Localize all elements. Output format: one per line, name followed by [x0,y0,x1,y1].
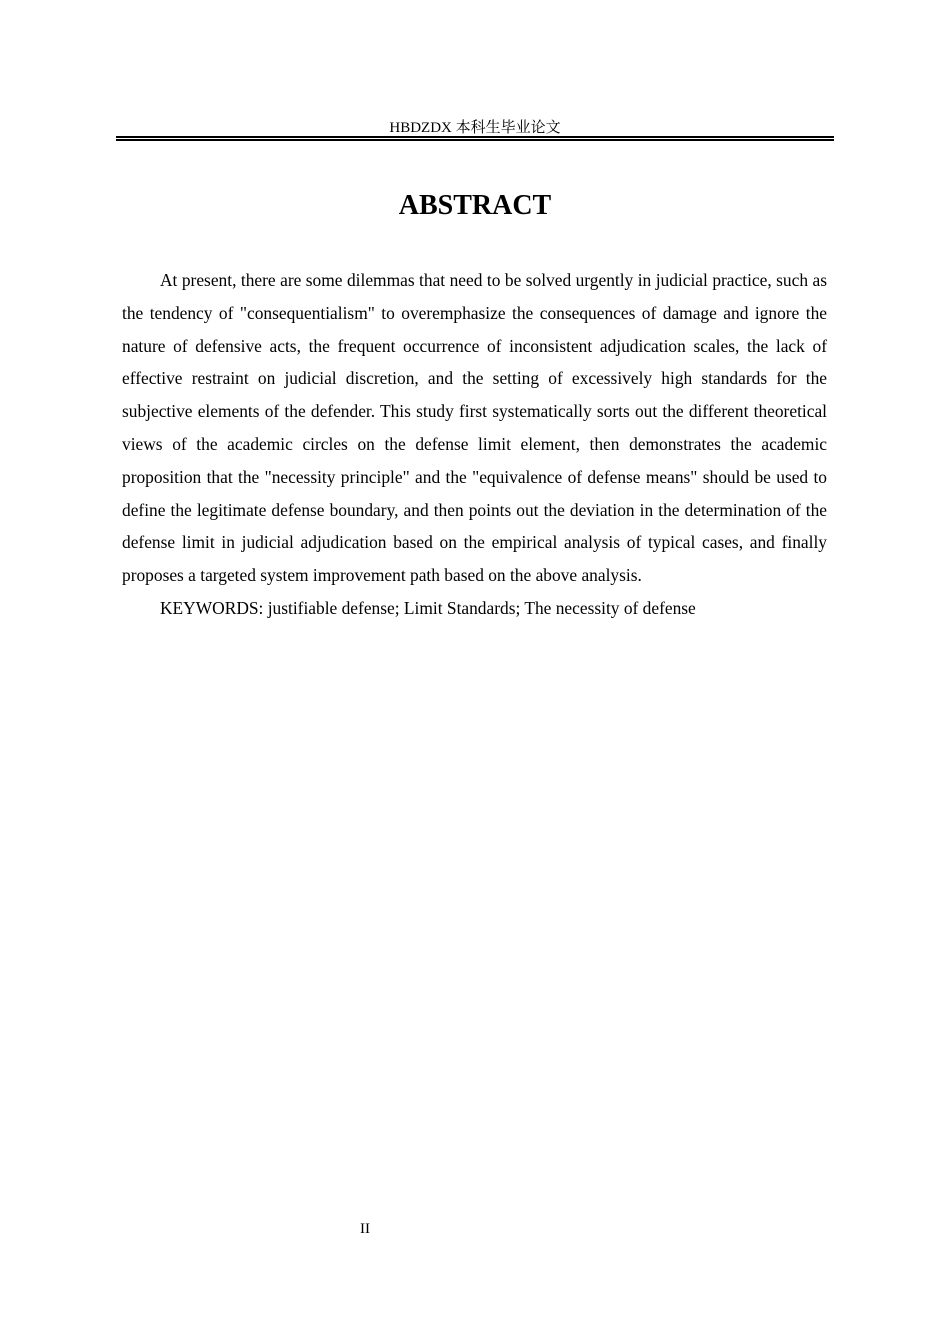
abstract-body [122,264,827,625]
header-rule-thin [116,136,834,138]
header-rule-thick [116,139,834,141]
page-number: II [360,1221,370,1237]
abstract-title: ABSTRACT [398,190,552,221]
running-header: HBDZDX 本科生毕业论文 [389,120,561,136]
keywords-line: KEYWORDS: justifiable defense; Limit Standards; The necessity of defense [160,597,696,618]
abstract-paragraph: At present, there are some dilemmas that need to be solved urgently in judicial practice, such as the tendency of "consequentialism" to overemphasize the consequences of damage and ignore the nature of defensive acts, the frequent occurrence of inconsistent adjudication scales, the lack of effective restraint on judicial discretion, and the setting of excessively high standards for the subjective elements of the defender. This study first systematically sorts out the different theoretical views of the academic circles on the defense limit element, then demonstrates the academic proposition that the "necessity principle" and the "equivalence of defense means" should be used to define the legitimate defense boundary, and then points out the deviation in the determination of the defense limit in judicial adjudication based on the empirical analysis of typical cases, and finally proposes a targeted system improvement path based on the above analysis. [122,270,827,586]
